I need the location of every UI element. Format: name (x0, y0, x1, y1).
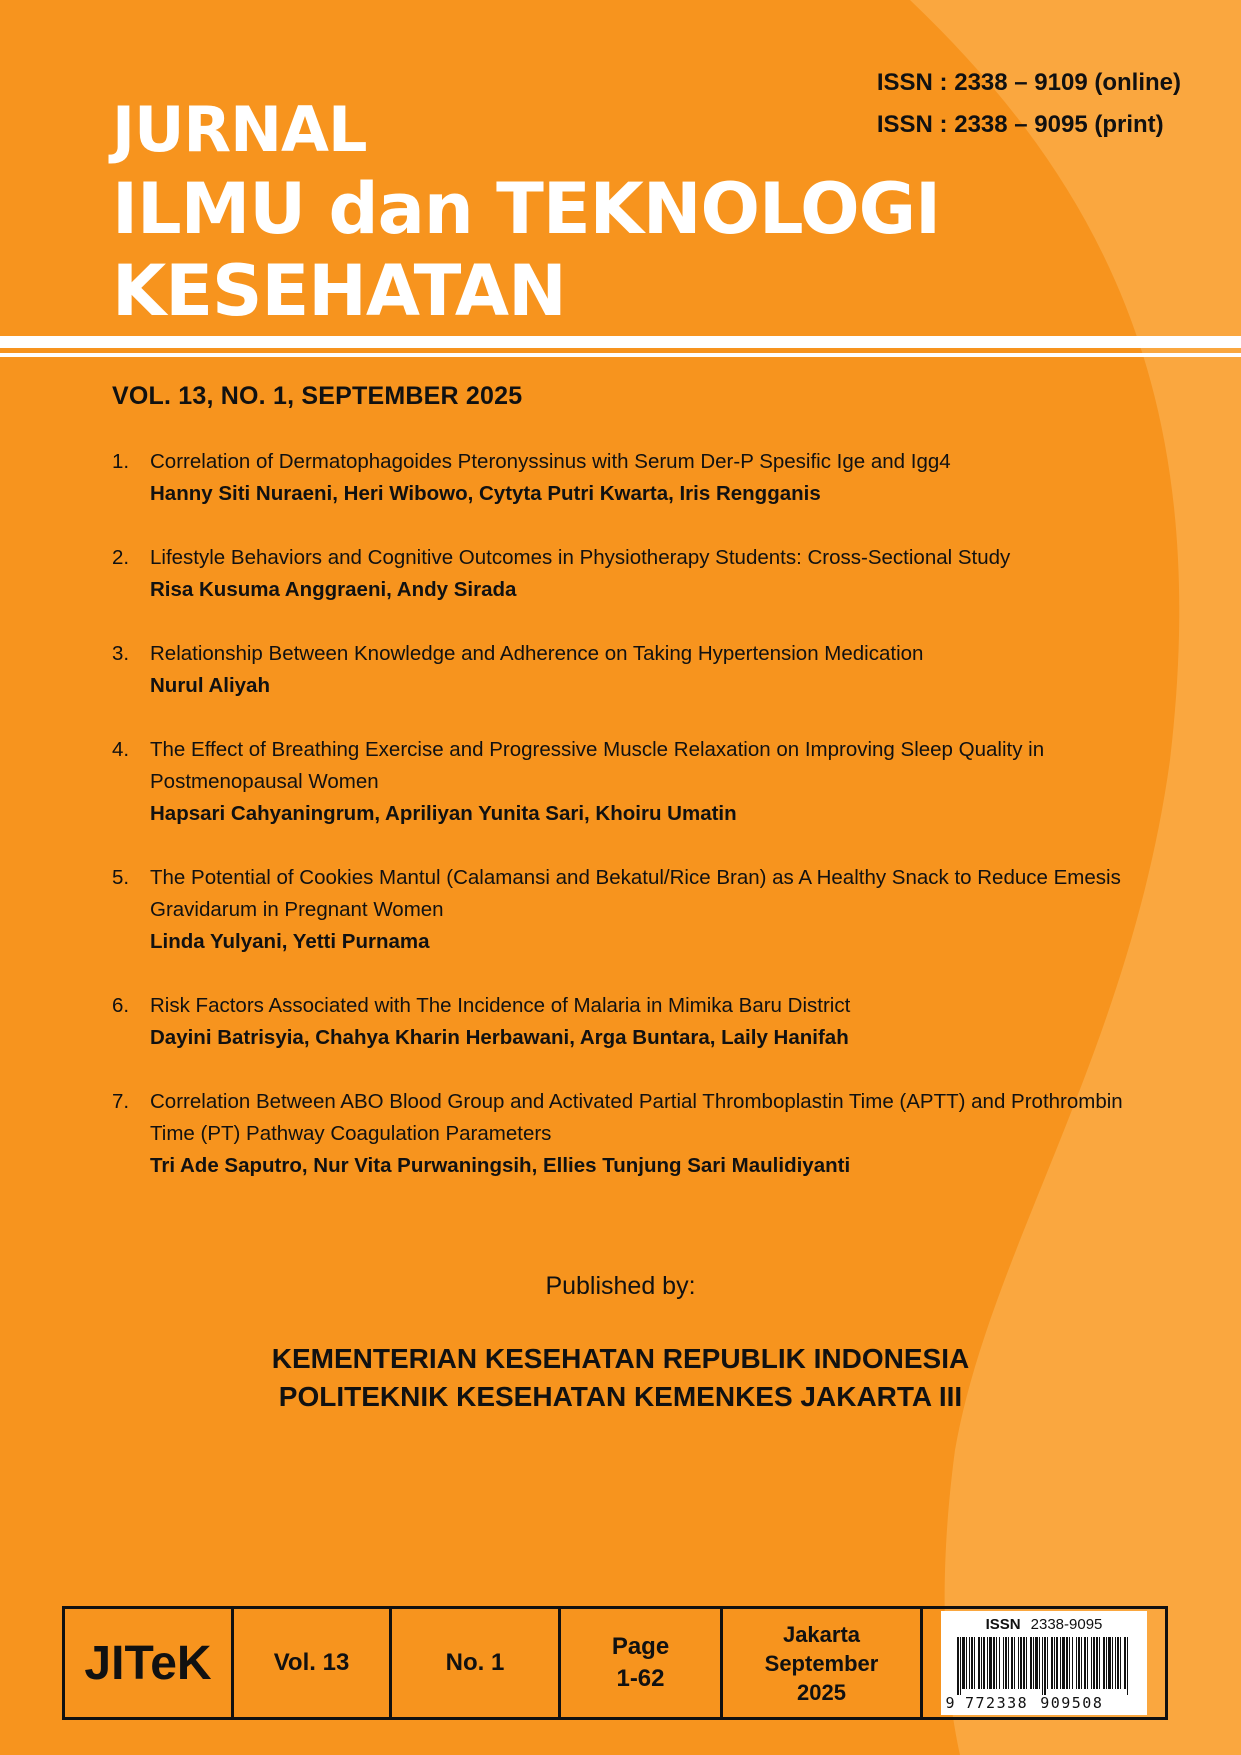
barcode-bar (1008, 1637, 1009, 1689)
barcode-bar (974, 1637, 975, 1689)
barcode-bar (962, 1637, 965, 1689)
published-by-label: Published by: (545, 1272, 696, 1300)
article-number: 2. (112, 546, 130, 569)
journal-title (112, 92, 940, 332)
barcode-bar (1087, 1637, 1088, 1689)
article-number: 7. (112, 1090, 130, 1113)
barcode-bar (1108, 1637, 1111, 1689)
barcode-bar (1117, 1637, 1119, 1689)
article-item (112, 1086, 1132, 1182)
barcode-bar (1072, 1637, 1073, 1689)
article-number: 3. (112, 642, 130, 665)
article-authors: Dayini Batrisyia, Chahya Kharin Herbawani, Arga Buntara, Laily Hanifah (150, 1026, 849, 1049)
barcode-bar (1084, 1637, 1086, 1689)
barcode-bar (1099, 1637, 1100, 1689)
article-number: 5. (112, 866, 130, 889)
barcode-bar (1023, 1637, 1025, 1689)
barcode-bar (1081, 1637, 1082, 1689)
footer-info-table (62, 1606, 1168, 1720)
article-title: Correlation of Dermatophagoides Pteronyssinus with Serum Der-P Spesific Ige and Igg4 (150, 450, 951, 473)
article-authors: Nurul Aliyah (150, 674, 270, 697)
footer-page-range: 1-62 (616, 1665, 665, 1692)
barcode-bar (1056, 1637, 1058, 1689)
footer-page-label: Page (611, 1633, 670, 1660)
barcode-bar (1062, 1637, 1065, 1689)
barcode-bar (1091, 1637, 1092, 1689)
article-item (112, 734, 1132, 830)
barcode-bar (1003, 1637, 1004, 1689)
barcode-bar (1051, 1637, 1053, 1689)
article-number: 1. (112, 450, 130, 473)
footer-number: No. 1 (392, 1609, 561, 1717)
barcode-bar (1060, 1637, 1061, 1689)
barcode-bar (978, 1637, 980, 1689)
barcode-bar (957, 1637, 959, 1695)
title-line-1: JURNAL (112, 93, 367, 166)
article-title: The Effect of Breathing Exercise and Progressive Muscle Relaxation on Improving Sleep Quality in Postmenopausal Women (150, 738, 1045, 793)
article-title: Risk Factors Associated with The Incidence of Malaria in Mimika Baru District (150, 994, 851, 1017)
title-line-2: ILMU dan TEKNOLOGI (112, 168, 941, 250)
barcode-bar (989, 1637, 992, 1689)
barcode-bar (1020, 1637, 1022, 1689)
publisher-polytechnic: POLITEKNIK KESEHATAN KEMENKES JAKARTA III (278, 1381, 963, 1412)
article-authors: Linda Yulyani, Yetti Purnama (150, 930, 430, 953)
barcode-bar (960, 1637, 961, 1695)
barcode-bar (1042, 1637, 1043, 1695)
barcode-bar (983, 1637, 985, 1689)
barcode-issn-label: ISSN (985, 1616, 1021, 1633)
footer-year: 2025 (797, 1679, 846, 1705)
article-authors: Hapsari Cahyaningrum, Apriliyan Yunita Sari, Khoiru Umatin (150, 802, 737, 825)
article-authors: Risa Kusuma Anggraeni, Andy Sirada (150, 578, 517, 601)
issn-print: ISSN : 2338 – 9095 (print) (876, 111, 1164, 138)
barcode-bar (971, 1637, 973, 1689)
volume-heading: VOL. 13, NO. 1, SEPTEMBER 2025 (112, 382, 523, 410)
barcode-bar (1103, 1637, 1105, 1689)
publisher-block (0, 1340, 1241, 1416)
barcode-bar (966, 1637, 967, 1689)
barcode-bar (981, 1637, 982, 1689)
barcode-bar (993, 1637, 995, 1689)
article-title: Relationship Between Knowledge and Adherence on Taking Hypertension Medication (150, 642, 924, 665)
barcode-bar (1124, 1637, 1126, 1689)
barcode-digit-first: 9 (945, 1694, 955, 1712)
footer-month: September (764, 1650, 879, 1676)
footer-volume: Vol. 13 (234, 1609, 392, 1717)
barcode-bar (1047, 1637, 1048, 1689)
barcode-bars (957, 1637, 1131, 1695)
barcode-bar (1120, 1637, 1121, 1689)
article-item (112, 862, 1132, 958)
article-authors: Hanny Siti Nuraeni, Heri Wibowo, Cytyta Putri Kwarta, Iris Rengganis (150, 482, 821, 505)
article-item (112, 638, 1132, 702)
barcode-issn-number: 2338-9095 (1030, 1616, 1103, 1633)
barcode-bar (999, 1637, 1000, 1689)
title-line-3: KESEHATAN (112, 250, 566, 332)
barcode-bar (1066, 1637, 1068, 1689)
barcode-bar (1078, 1637, 1080, 1689)
article-item (112, 446, 1132, 510)
barcode-bar (1127, 1637, 1128, 1695)
barcode-bar (969, 1637, 970, 1689)
barcode-bar (1106, 1637, 1107, 1689)
barcode-bar (1039, 1637, 1040, 1689)
article-title: Lifestyle Behaviors and Cognitive Outcomes in Physiotherapy Students: Cross-Sectional Study (150, 546, 1011, 569)
barcode-bar (1018, 1637, 1019, 1689)
barcode-bar (996, 1637, 997, 1689)
barcode-bar (1093, 1637, 1095, 1689)
article-item (112, 990, 1132, 1054)
barcode-bar (1069, 1637, 1070, 1689)
article-number: 6. (112, 994, 130, 1017)
barcode-bar (1026, 1637, 1027, 1689)
article-title: Correlation Between ABO Blood Group and Activated Partial Thromboplastin Time (APTT) and Prothrombin Time (PT) Pathway Coagulation Parameters (150, 1090, 1123, 1145)
barcode-bar (1005, 1637, 1007, 1689)
barcode-digits-left: 772338 (965, 1694, 1029, 1712)
barcode-bar (1112, 1637, 1113, 1689)
article-number: 4. (112, 738, 130, 761)
barcode-bar (1033, 1637, 1034, 1689)
barcode-bar (1076, 1637, 1077, 1689)
barcode-bar (1054, 1637, 1055, 1689)
barcode-bar (1115, 1637, 1116, 1689)
barcode-digits (941, 1694, 1147, 1712)
barcode-bar (1014, 1637, 1015, 1689)
article-title: The Potential of Cookies Mantul (Calamansi and Bekatul/Rice Bran) as A Healthy Snack to Reduce Emesis Gravidarum in Pregnant Women (150, 866, 1121, 921)
article-list (112, 446, 1132, 1214)
footer-pages (561, 1609, 723, 1717)
barcode-bar (1096, 1637, 1098, 1689)
article-item (112, 542, 1132, 606)
issn-barcode (941, 1611, 1147, 1715)
footer-journal-abbr: JITeK (65, 1609, 234, 1717)
footer-place-date (723, 1609, 923, 1717)
barcode-bar (1030, 1637, 1032, 1689)
barcode-bar (987, 1637, 988, 1689)
article-authors: Tri Ade Saputro, Nur Vita Purwaningsih, Ellies Tunjung Sari Maulidiyanti (150, 1154, 851, 1177)
issn-online: ISSN : 2338 – 9109 (online) (876, 69, 1181, 96)
divider-thin (0, 353, 1241, 357)
barcode-caption (941, 1616, 1147, 1633)
divider-thick (0, 336, 1241, 348)
barcode-digits-right: 909508 (1040, 1694, 1104, 1712)
barcode-bar (1035, 1637, 1038, 1689)
footer-barcode-cell (923, 1609, 1165, 1717)
publisher-ministry: KEMENTERIAN KESEHATAN REPUBLIK INDONESIA (271, 1343, 970, 1374)
barcode-bar (1011, 1637, 1013, 1689)
footer-city: Jakarta (782, 1621, 861, 1647)
barcode-bar (1044, 1637, 1046, 1695)
